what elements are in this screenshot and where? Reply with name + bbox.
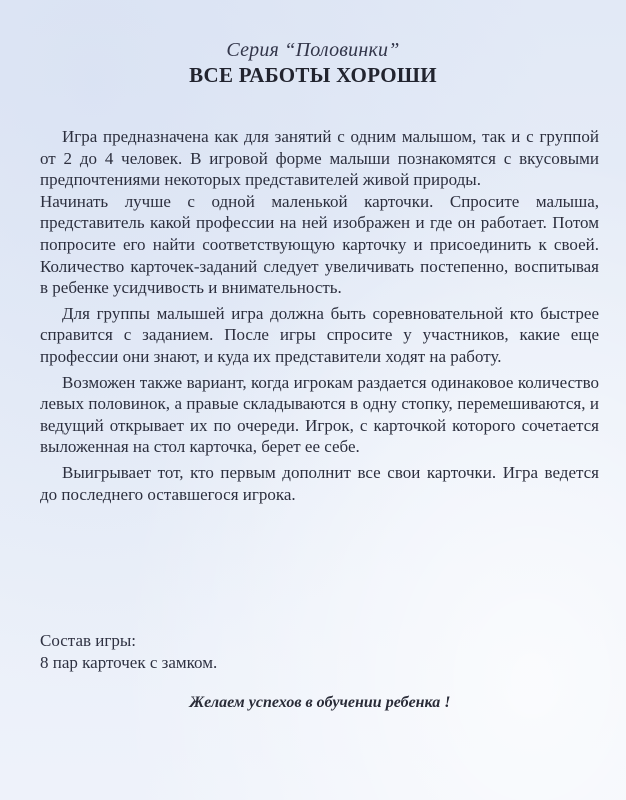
paragraph-intro: Игра предназначена как для занятий с одним малышом, так и с группой от 2 до 4 человек. В игровой форме малыши познакомятся с вкусовыми предпочтениями некоторых представителей живой природы. [40,127,599,190]
contents-value: 8 пар карточек с замком. [40,653,218,672]
paragraph-variant: Возможен также вариант, когда игрокам раздается одинаковое количество левых половинок, а правые складываются в одну стопку, перемешиваются, и ведущий открывает их по очереди. Игрок, с карточкой которого сочетается выложенная на стол карточка, берет ее себе. [40,372,599,457]
paragraph-winner: Выигрывает тот, кто первым дополнит все свои карточки. Игра ведется до последнего оставшегося игрока. [40,462,599,504]
instructions-body [40,126,599,505]
series-subtitle: Серия “Половинки” [226,39,400,61]
paragraph-how-to-start: Начинать лучше с одной маленькой карточки. Спросите малыша, представитель какой профессии на ней изображен и где он работает. Потом попросите его найти соответствующую карточку и присоединить к своей. Количество карточек-заданий следует увеличивать постепенно, воспитывая в ребенке усидчивость и внимательность. [40,191,599,298]
document-title: ВСЕ РАБОТЫ ХОРОШИ [189,63,437,87]
contents-label: Состав игры: [40,631,136,650]
paragraph-group-play: Для группы малышей игра должна быть соревновательной кто быстрее справится с заданием. После игры спросите у участников, какие еще профессии они знают, и куда их представители ходят на работу. [40,303,599,366]
closing-wish: Желаем успехов в обучении ребенка ! [189,694,451,711]
game-contents [40,630,217,674]
